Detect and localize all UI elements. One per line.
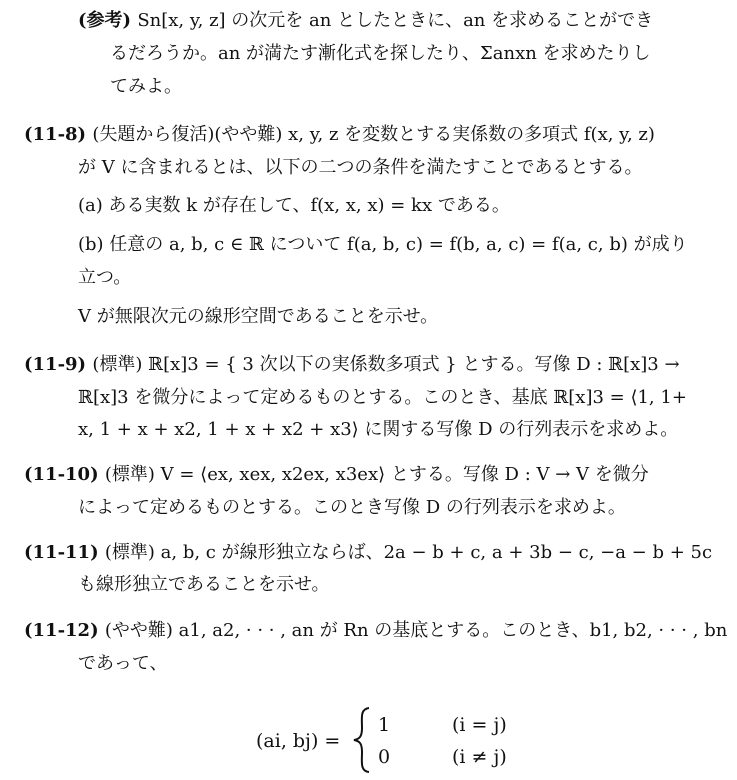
problem-label: (11-12) — [24, 620, 105, 641]
case-1-value: 1 — [378, 714, 391, 736]
problem-11-9-line-2: ℝ[x]3 を微分によって定めるものとする。このとき、基底 ℝ[x]3 = ⟨1, 1+ — [78, 387, 687, 408]
problem-11-11-line-2: も線形独立であることを示せ。 — [78, 574, 330, 595]
problem-label: (11-10) — [24, 464, 105, 485]
problem-11-11-line-1: (11-11) (標準) a, b, c が線形独立ならば、2a − b + c, a + 3b − c, −a − b + 5c — [24, 542, 713, 563]
problem-11-8-condition-b: (b) 任意の a, b, c ∈ ℝ について f(a, b, c) = f(b, a, c) = f(a, c, b) が成り — [78, 234, 688, 255]
problem-11-9-line-3: x, 1 + x + x2, 1 + x + x2 + x3⟩ に関する写像 D の行列表示を求めよ。 — [78, 419, 679, 440]
problem-11-8-condition-a: (a) ある実数 k が存在して、f(x, x, x) = kx である。 — [78, 195, 510, 216]
problem-11-8-line-2: が V に含まれるとは、以下の二つの条件を満たすことであるとする。 — [78, 157, 643, 178]
problem-11-9-line-1: (11-9) (標準) ℝ[x]3 = { 3 次以下の実係数多項式 } とする。写像 D : ℝ[x]3 → — [24, 354, 680, 375]
reference-line-3: てみよ。 — [110, 76, 182, 97]
problem-label: (11-11) — [24, 542, 105, 563]
problem-label: (参考) — [78, 10, 138, 31]
problem-11-12-line-1: (11-12) (やや難) a1, a2, · · · , an が Rn の基底とする。このとき、b1, b2, · · · , bn — [24, 620, 728, 641]
reference-line-2: るだろうか。an が満たす漸化式を探したり、Σanxn を求めたりし — [110, 43, 651, 64]
piecewise-formula — [256, 700, 556, 778]
case-1-condition: (i = j) — [452, 714, 507, 736]
left-brace-icon — [351, 706, 373, 774]
case-2-value: 0 — [378, 746, 391, 768]
problem-label: (11-9) — [24, 354, 93, 375]
problem-11-8-line-1: (11-8) (失題から復活)(やや難) x, y, z を変数とする実係数の多項式 f(x, y, z) — [24, 124, 655, 145]
problem-11-8-conclusion: V が無限次元の線形空間であることを示せ。 — [78, 306, 439, 327]
problem-label: (11-8) — [24, 124, 93, 145]
reference-line-1: (参考) Sn[x, y, z] の次元を an としたときに、an を求めることができ — [78, 10, 654, 31]
problem-11-12-line-2: であって、 — [78, 653, 168, 674]
formula-lhs: (ai, bj) = — [256, 730, 341, 752]
case-2-condition: (i ≠ j) — [452, 746, 507, 768]
problem-11-10-line-2: によって定めるものとする。このとき写像 D の行列表示を求めよ。 — [78, 497, 626, 518]
problem-11-10-line-1: (11-10) (標準) V = ⟨ex, xex, x2ex, x3ex⟩ とする。写像 D : V → V を微分 — [24, 464, 649, 485]
problem-11-8-condition-b-cont: 立つ。 — [78, 267, 132, 288]
